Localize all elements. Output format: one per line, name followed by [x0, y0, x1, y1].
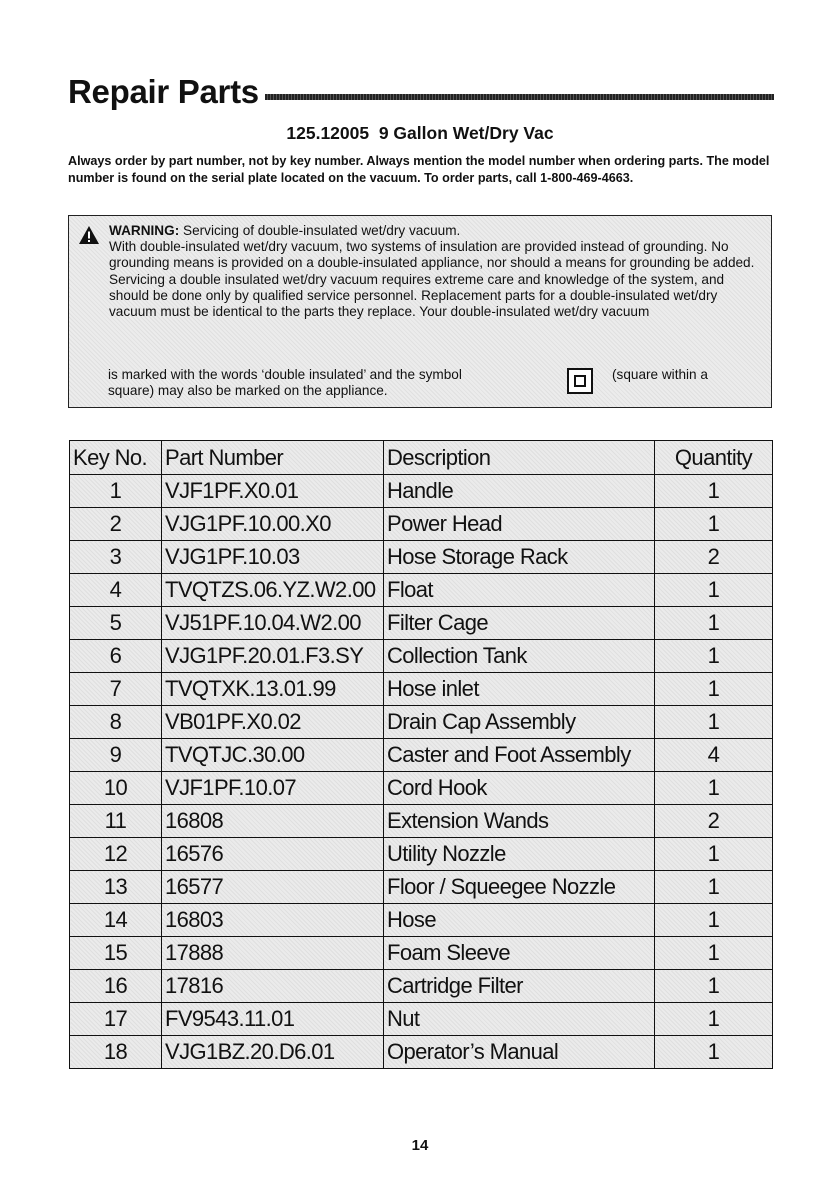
- description-cell: Hose: [384, 904, 655, 937]
- key-no-cell: 14: [70, 904, 162, 937]
- key-no-cell: 15: [70, 937, 162, 970]
- description-cell: Hose inlet: [384, 673, 655, 706]
- part-number-cell: VJG1PF.10.03: [162, 541, 384, 574]
- description-cell: Cord Hook: [384, 772, 655, 805]
- key-no-cell: 11: [70, 805, 162, 838]
- warning-closing: square) may also be marked on the appliance.: [108, 383, 388, 398]
- table-row: [70, 475, 773, 508]
- key-no-cell: 1: [70, 475, 162, 508]
- description-cell: Filter Cage: [384, 607, 655, 640]
- description-cell: Utility Nozzle: [384, 838, 655, 871]
- quantity-cell: 2: [655, 541, 773, 574]
- key-no-cell: 18: [70, 1036, 162, 1069]
- table-row: [70, 1003, 773, 1036]
- table-row: [70, 871, 773, 904]
- description-cell: Operator’s Manual: [384, 1036, 655, 1069]
- key-no-cell: 13: [70, 871, 162, 904]
- part-number-cell: 16577: [162, 871, 384, 904]
- key-no-cell: 5: [70, 607, 162, 640]
- table-row: [70, 805, 773, 838]
- quantity-cell: 1: [655, 772, 773, 805]
- table-row: [70, 1036, 773, 1069]
- ordering-instructions: Always order by part number, not by key number. Always mention the model number when ordering parts. The model number is found on the serial plate located on the vacuum. To order parts, call 1-800-469-4663.: [68, 154, 770, 185]
- part-number-cell: TVQTXK.13.01.99: [162, 673, 384, 706]
- description-cell: Caster and Foot Assembly: [384, 739, 655, 772]
- key-no-cell: 2: [70, 508, 162, 541]
- key-no-cell: 4: [70, 574, 162, 607]
- warning-triangle-icon: [79, 226, 99, 244]
- part-number-cell: 17816: [162, 970, 384, 1003]
- double-insulated-square-icon: [567, 368, 593, 394]
- description-cell: Collection Tank: [384, 640, 655, 673]
- quantity-cell: 1: [655, 673, 773, 706]
- quantity-cell: 1: [655, 970, 773, 1003]
- quantity-cell: 1: [655, 574, 773, 607]
- description-cell: Power Head: [384, 508, 655, 541]
- col-header-part-number: Part Number: [162, 441, 384, 475]
- part-number-cell: VJG1PF.20.01.F3.SY: [162, 640, 384, 673]
- part-number-cell: VJF1PF.10.07: [162, 772, 384, 805]
- description-cell: Handle: [384, 475, 655, 508]
- col-header-description: Description: [384, 441, 655, 475]
- part-number-cell: VJ51PF.10.04.W2.00: [162, 607, 384, 640]
- quantity-cell: 1: [655, 904, 773, 937]
- quantity-cell: 1: [655, 607, 773, 640]
- table-row: [70, 772, 773, 805]
- key-no-cell: 17: [70, 1003, 162, 1036]
- description-cell: Cartridge Filter: [384, 970, 655, 1003]
- table-row: [70, 970, 773, 1003]
- model-title: 125.12005 9 Gallon Wet/Dry Vac: [286, 123, 554, 143]
- table-header-row: [70, 441, 773, 475]
- part-number-cell: 17888: [162, 937, 384, 970]
- col-header-key-no: Key No.: [70, 441, 162, 475]
- quantity-cell: 1: [655, 475, 773, 508]
- warning-lead: Servicing of double-insulated wet/dry vacuum.: [179, 223, 461, 238]
- part-number-cell: 16803: [162, 904, 384, 937]
- table-row: [70, 838, 773, 871]
- key-no-cell: 3: [70, 541, 162, 574]
- warning-label: WARNING:: [109, 223, 180, 238]
- warning-text: [109, 223, 764, 320]
- table-row: [70, 904, 773, 937]
- table-row: [70, 607, 773, 640]
- page-title: Repair Parts: [68, 73, 259, 110]
- col-header-quantity: Quantity: [655, 441, 773, 475]
- table-row: [70, 937, 773, 970]
- key-no-cell: 16: [70, 970, 162, 1003]
- quantity-cell: 1: [655, 1036, 773, 1069]
- part-number-cell: VB01PF.X0.02: [162, 706, 384, 739]
- key-no-cell: 8: [70, 706, 162, 739]
- quantity-cell: 1: [655, 871, 773, 904]
- key-no-cell: 12: [70, 838, 162, 871]
- table-row: [70, 640, 773, 673]
- part-number-cell: 16808: [162, 805, 384, 838]
- part-number-cell: 16576: [162, 838, 384, 871]
- part-number-cell: VJG1PF.10.00.X0: [162, 508, 384, 541]
- page-header: [68, 70, 774, 114]
- key-no-cell: 6: [70, 640, 162, 673]
- part-number-cell: VJG1BZ.20.D6.01: [162, 1036, 384, 1069]
- quantity-cell: 1: [655, 937, 773, 970]
- table-row: [70, 739, 773, 772]
- part-number-cell: TVQTZS.06.YZ.W2.00: [162, 574, 384, 607]
- table-row: [70, 673, 773, 706]
- part-number-cell: VJF1PF.X0.01: [162, 475, 384, 508]
- repair-parts-table: [69, 440, 773, 1069]
- warning-symbol-line: is marked with the words ‘double insulated’ and the symbol: [108, 367, 462, 382]
- description-cell: Float: [384, 574, 655, 607]
- table-row: [70, 541, 773, 574]
- description-cell: Extension Wands: [384, 805, 655, 838]
- quantity-cell: 2: [655, 805, 773, 838]
- quantity-cell: 1: [655, 1003, 773, 1036]
- quantity-cell: 4: [655, 739, 773, 772]
- description-cell: Hose Storage Rack: [384, 541, 655, 574]
- table-row: [70, 574, 773, 607]
- description-cell: Drain Cap Assembly: [384, 706, 655, 739]
- title-rule: [265, 94, 774, 100]
- quantity-cell: 1: [655, 838, 773, 871]
- key-no-cell: 7: [70, 673, 162, 706]
- part-number-cell: TVQTJC.30.00: [162, 739, 384, 772]
- table-row: [70, 508, 773, 541]
- quantity-cell: 1: [655, 640, 773, 673]
- warning-symbol-after: (square within a: [612, 367, 708, 382]
- description-cell: Foam Sleeve: [384, 937, 655, 970]
- table-row: [70, 706, 773, 739]
- description-cell: Floor / Squeegee Nozzle: [384, 871, 655, 904]
- quantity-cell: 1: [655, 706, 773, 739]
- warning-body: With double-insulated wet/dry vacuum, two systems of insulation are provided instead of grounding. No grounding means is provided on a double-insulated appliance, nor should a means for grounding be added. Servicing a double insulated wet/dry vacuum requires extreme care and knowledge of the system, and should be done only by qualified service personnel. Replacement parts for a double-insulated wet/dry vacuum must be identical to the parts they replace. Your double-insulated wet/dry vacuum: [109, 239, 755, 320]
- description-cell: Nut: [384, 1003, 655, 1036]
- key-no-cell: 10: [70, 772, 162, 805]
- part-number-cell: FV9543.11.01: [162, 1003, 384, 1036]
- key-no-cell: 9: [70, 739, 162, 772]
- page-number: 14: [411, 1137, 429, 1154]
- quantity-cell: 1: [655, 508, 773, 541]
